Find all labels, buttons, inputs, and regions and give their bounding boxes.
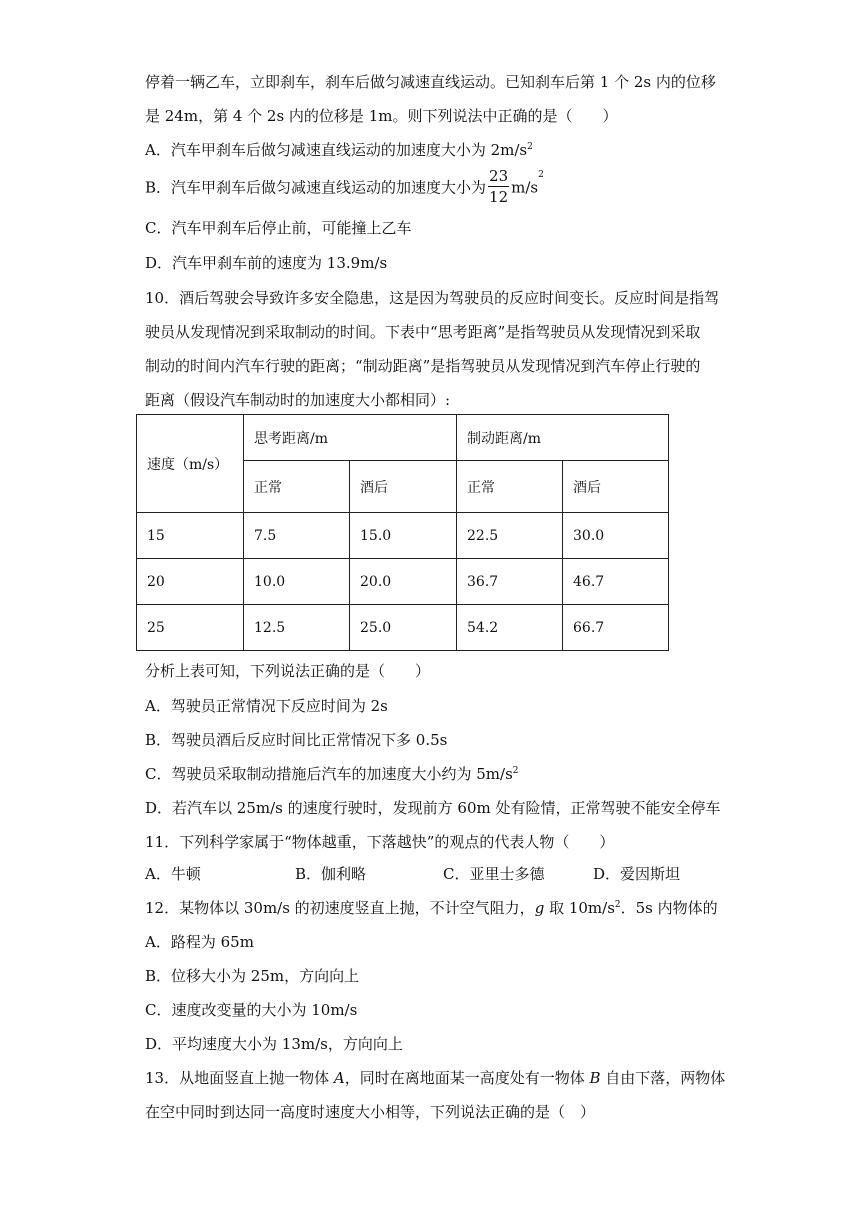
q10-option-c: C．驾驶员采取制动措施后汽车的加速度大小约为 $5m/s^2$ <box>145 765 519 783</box>
q9-option-b: B．汽车甲刹车后做匀减速直线运动的加速度大小为 $\frac{23}{12}$ $m/s^2$ <box>145 167 544 206</box>
distance-table <box>136 414 669 651</box>
think-normal-header: 正常 <box>244 461 350 513</box>
q9-stem-line-2: 是 24m，第 4 个 2s 内的位移是 1m。则下列说法中正确的是（ ） <box>145 107 618 125</box>
table-cell: 22.5 <box>457 513 563 559</box>
fraction: $\frac{23}{12}$ <box>489 167 509 206</box>
q9-option-c: C．汽车甲刹车后停止前，可能撞上乙车 <box>145 219 412 237</box>
table-cell: 15.0 <box>350 513 457 559</box>
table-cell: 54.2 <box>457 605 563 651</box>
table-row <box>137 605 669 651</box>
q10-stem-line-3: 制动的时间内汽车行驶的距离；“制动距离”是指驾驶员从发现情况到汽车停止行驶的 <box>145 357 701 375</box>
speed-header: 速度（m/s） <box>137 415 244 513</box>
q9-option-a: A．汽车甲刹车后做匀减速直线运动的加速度大小为 $2m/s^2$ <box>145 141 533 159</box>
q10-option-b: B．驾驶员酒后反应时间比正常情况下多 0.5s <box>145 731 448 749</box>
table-cell: 25.0 <box>350 605 457 651</box>
q11-option-d: D．爱因斯坦 <box>593 865 681 883</box>
table-row <box>137 513 669 559</box>
table-cell: 15 <box>137 513 244 559</box>
q11-option-a: A．牛顿 <box>145 865 201 883</box>
table-cell: 66.7 <box>563 605 669 651</box>
q12-option-b: B．位移大小为 25m，方向向上 <box>145 967 360 985</box>
q11-stem: 11．下列科学家属于“物体越重，下落越快”的观点的代表人物（ ） <box>145 833 615 851</box>
table-cell: 46.7 <box>563 559 669 605</box>
think-drunk-header: 酒后 <box>350 461 457 513</box>
q12-option-d: D．平均速度大小为 13m/s，方向向上 <box>145 1035 403 1053</box>
q11-option-b: B．伽利略 <box>295 865 367 883</box>
table-cell: 20 <box>137 559 244 605</box>
brake-drunk-header: 酒后 <box>563 461 669 513</box>
q10-stem-line-1: 10．酒后驾驶会导致许多安全隐患，这是因为驾驶员的反应时间变长。反应时间是指驾 <box>145 289 720 307</box>
q10-question: 分析上表可知，下列说法正确的是（ ） <box>145 662 431 680</box>
q13-stem-line-1: 13．从地面竖直上抛一物体 A，同时在离地面某一高度处有一物体 B 自由下落，两物体 <box>145 1069 726 1087</box>
table-cell: 30.0 <box>563 513 669 559</box>
q9-stem-line-1: 停着一辆乙车，立即刹车，刹车后做匀减速直线运动。已知刹车后第 1 个 2s 内的位移 <box>145 73 716 91</box>
brake-normal-header: 正常 <box>457 461 563 513</box>
think-distance-header: 思考距离/m <box>244 415 457 461</box>
q10-option-d: D．若汽车以 25m/s 的速度行驶时，发现前方 60m 处有险情，正常驾驶不能安全停车 <box>145 799 721 817</box>
q10-option-a: A．驾驶员正常情况下反应时间为 2s <box>145 697 388 715</box>
table-cell: 7.5 <box>244 513 350 559</box>
table-cell: 25 <box>137 605 244 651</box>
q11-options <box>145 864 705 884</box>
q10-stem-line-4: 距离（假设汽车制动时的加速度大小都相同）: <box>145 391 451 409</box>
q10-stem-line-2: 驶员从发现情况到采取制动的时间。下表中“思考距离”是指驾驶员从发现情况到采取 <box>145 323 701 341</box>
q12-option-a: A．路程为 65m <box>145 933 254 951</box>
brake-distance-header: 制动距离/m <box>457 415 669 461</box>
q11-option-c: C．亚里士多德 <box>443 865 545 883</box>
q13-stem-line-2: 在空中同时到达同一高度时速度大小相等，下列说法正确的是（ ） <box>145 1103 596 1121</box>
table-row <box>137 559 669 605</box>
q12-option-c: C．速度改变量的大小为 10m/s <box>145 1001 358 1019</box>
q12-stem: 12．某物体以 30m/s 的初速度竖直上抛，不计空气阻力，g 取 $10m/s^2$．5s 内物体的 <box>145 899 718 917</box>
table-cell: 36.7 <box>457 559 563 605</box>
table-cell: 10.0 <box>244 559 350 605</box>
q9-option-d: D．汽车甲刹车前的速度为 13.9m/s <box>145 254 388 272</box>
table-cell: 12.5 <box>244 605 350 651</box>
table-cell: 20.0 <box>350 559 457 605</box>
